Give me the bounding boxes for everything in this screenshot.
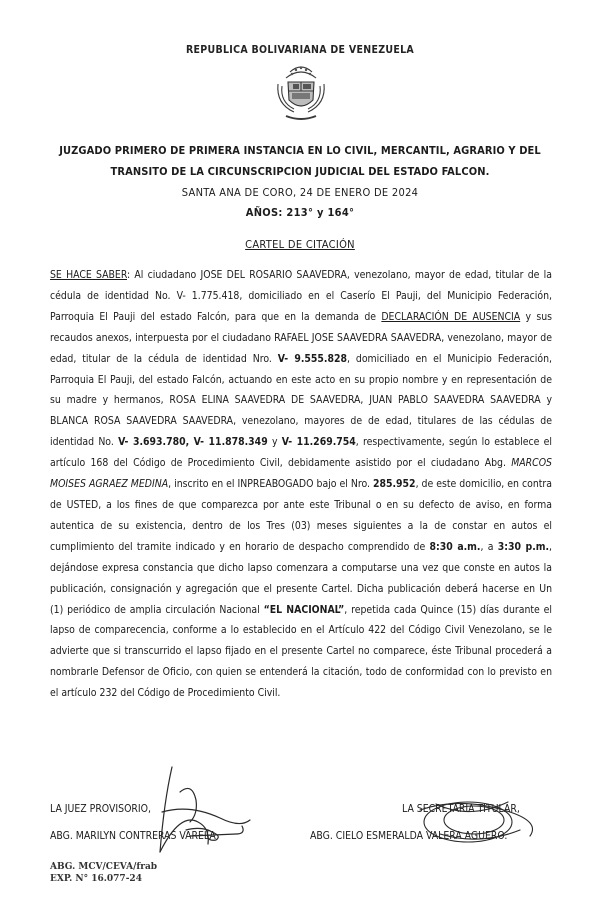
represented-name: BLANCA ROSA SAAVEDRA SAAVEDRA	[50, 415, 234, 428]
place-date: SANTA ANA DE CORO, 24 DE ENERO DE 2024	[181, 186, 419, 199]
bar-number: 285.952	[372, 478, 416, 491]
secretary-name: ABG. CIELO ESMERALDA VALERA AGUERO.	[310, 830, 508, 842]
body-text: , domiciliado en el Municipio Federación, Parroquia El Pauji, del estado Falcón, actuando en este acto en su propio nombre y en representación de su madre y hermanos,	[50, 352, 552, 407]
notice-body	[50, 265, 552, 704]
body-text: , a los fines de que comparezca por ante este Tribunal o en su defecto de aviso, en forma autentica de su existencia, dentro de los Tres (03) meses siguientes a la de constar en autos el cumplimiento del tramite indicado y en horario de despacho comprendido de	[50, 498, 552, 553]
defendant-id: V- 1.775.418	[176, 289, 240, 302]
body-text: , respectivamente, según lo establece el artículo 168 del Código de Procedimiento Civil, debidamente asistido por el ciudadano Abg.	[50, 436, 552, 470]
reference-exp: EXP. N° 16.077-24	[50, 874, 142, 884]
plaintiff-id: V- 9.555.828	[277, 352, 347, 365]
body-text: , a	[480, 540, 498, 553]
represented-id: V- 11.269.754	[281, 436, 356, 449]
newspaper-name: “EL NACIONAL”	[263, 603, 345, 616]
body-text: : Al ciudadano	[127, 269, 201, 281]
court-heading	[40, 140, 560, 182]
body-text: , domiciliado en el Caserío El Pauji, del Municipio Federación, Parroquia El Pauji del estado Falcón, para que en la demanda de	[50, 289, 553, 323]
bar-registry: INPREABOGADO	[237, 478, 314, 491]
years-line: AÑOS: 213° y 164°	[245, 206, 355, 219]
body-text: , inscrito en el	[168, 478, 238, 491]
defendant-name: JOSE DEL ROSARIO SAAVEDRA	[200, 269, 347, 281]
reference-initials: ABG. MCV/CEVA/frab	[50, 862, 158, 872]
coat-of-arms-seal	[272, 60, 330, 124]
hours-start: 8:30 a.m.	[429, 540, 481, 553]
body-text: bajo el Nro.	[313, 478, 373, 491]
addressee: USTED	[66, 498, 99, 511]
body-text: , venezolano, mayor de edad, titular de la cédula de identidad No.	[50, 269, 552, 302]
attorney-name: MARCOS MOISES AGRAEZ MEDINA	[50, 457, 552, 491]
body-text: , dejándose expresa constancia que dicho lapso comenzara a computarse una vez que conste en autos la publicación, consignación y agregación que el presente Cartel. Dicha publicación deberá hacerse en Un (1) periódico de amplia circulación Nacional	[50, 540, 553, 616]
judge-signature	[150, 752, 260, 862]
court-line-2: TRANSITO DE LA CIRCUNSCRIPCION JUDICIAL DEL ESTADO FALCON.	[110, 165, 490, 178]
represented-ids: V- 3.693.780, V- 11.878.349	[118, 436, 268, 449]
judge-name: ABG. MARILYN CONTRERAS VARELA	[50, 830, 216, 842]
represented-names: ROSA ELINA SAAVEDRA DE SAAVEDRA, JUAN PABLO SAAVEDRA SAAVEDRA	[169, 394, 541, 407]
body-text: , de este domicilio, en contra de	[50, 478, 552, 511]
body-text: , venezolano, mayor de edad, titular de la cédula de identidad Nro.	[50, 331, 552, 365]
secretary-label: LA SECRETARIA TITULAR,	[402, 803, 520, 815]
judge-label: LA JUEZ PROVISORIO,	[50, 803, 151, 815]
plaintiff-name: RAFAEL JOSE SAAVEDRA SAAVEDRA	[274, 331, 442, 344]
body-text: , repetida cada Quince (15) días durante el lapso de comparecencia, conforme a lo establecido en el Artículo 422 del Código Civil Venezolano, se le advierte que si transcurrido el lapso fijado en el presente Cartel no comparece, éste Tribunal procederá a nombrarle Defensor de Oficio, con quien se entenderá la citación, todo de conformidad con lo previsto en el artículo 232 del Código de Procedimiento Civil.	[50, 603, 553, 700]
hours-end: 3:30 p.m.	[497, 540, 550, 553]
body-text: y sus recaudos anexos, interpuesta por el ciudadano	[50, 310, 552, 344]
body-text: , venezolano, mayores de de edad, titulares de las cédulas de identidad No.	[50, 415, 552, 449]
republic-heading: REPUBLICA BOLIVARIANA DE VENEZUELA	[185, 44, 415, 56]
court-line-1: JUZGADO PRIMERO DE PRIMERA INSTANCIA EN LO CIVIL, MERCANTIL, AGRARIO Y DEL	[59, 144, 541, 157]
body-text: y	[540, 394, 552, 407]
body-text: y	[267, 436, 282, 449]
notice-lead: SE HACE SABER	[50, 269, 127, 281]
case-type: DECLARACIÓN DE AUSENCIA	[381, 310, 521, 323]
document-title: CARTEL DE CITACIÓN	[245, 238, 355, 251]
